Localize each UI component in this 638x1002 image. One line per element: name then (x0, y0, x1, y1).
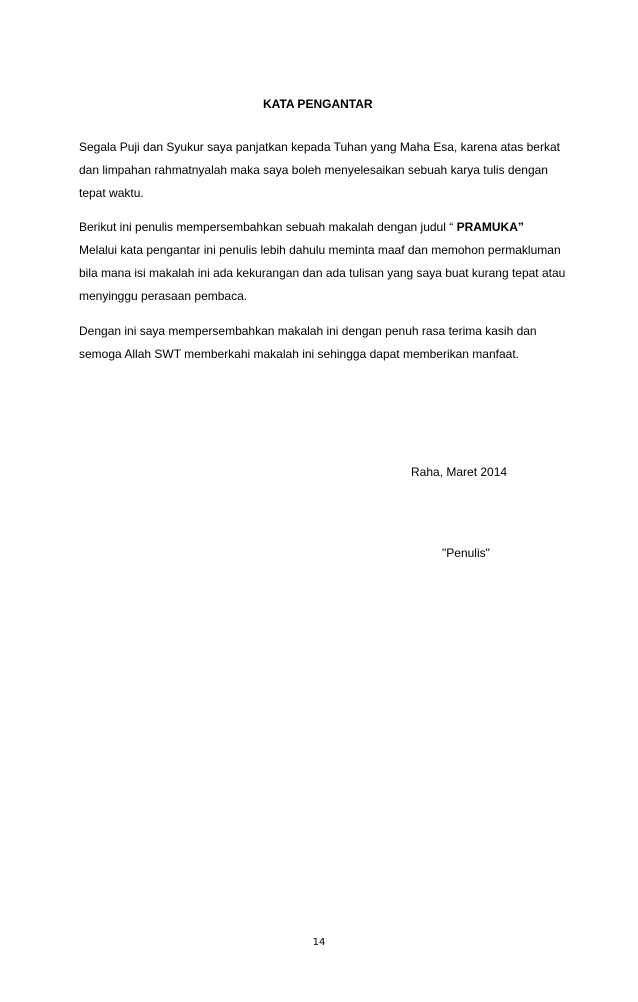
paragraph-line: Dengan ini saya mempersembahkan makalah ini dengan penuh rasa terima kasih dan (79, 324, 537, 338)
paragraph-line: tepat waktu. (79, 186, 144, 200)
paragraph-line: dan limpahan rahmatnyalah maka saya boleh menyelesaikan sebuah karya tulis dengan (79, 163, 548, 177)
page-number: 14 (312, 937, 326, 948)
paragraph-line: Segala Puji dan Syukur saya panjatkan kepada Tuhan yang Maha Esa, karena atas berkat (79, 140, 560, 154)
paragraph-line: menyinggu perasaan pembaca. (79, 289, 248, 303)
paragraph-line: bila mana isi makalah ini ada kekurangan dan ada tulisan yang saya buat kurang tepat atau (79, 266, 566, 280)
paragraph-line (79, 216, 579, 239)
author-signature: "Penulis" (442, 546, 490, 560)
paragraph-opening (79, 136, 579, 205)
paragraph-line: Melalui kata pengantar ini penulis lebih dahulu meminta maaf dan memohon permakluman (79, 243, 561, 257)
paragraph-line: semoga Allah SWT memberkahi makalah ini sehingga dapat memberikan manfaat. (79, 347, 520, 361)
intro-text: Berikut ini penulis mempersembahkan sebuah makalah dengan judul “ (79, 220, 457, 234)
paragraph-introduction (79, 216, 579, 308)
paragraph-closing (79, 320, 579, 366)
place-date: Raha, Maret 2014 (411, 465, 508, 479)
page-title: KATA PENGANTAR (263, 97, 373, 111)
paper-title: PRAMUKA” (456, 220, 524, 234)
